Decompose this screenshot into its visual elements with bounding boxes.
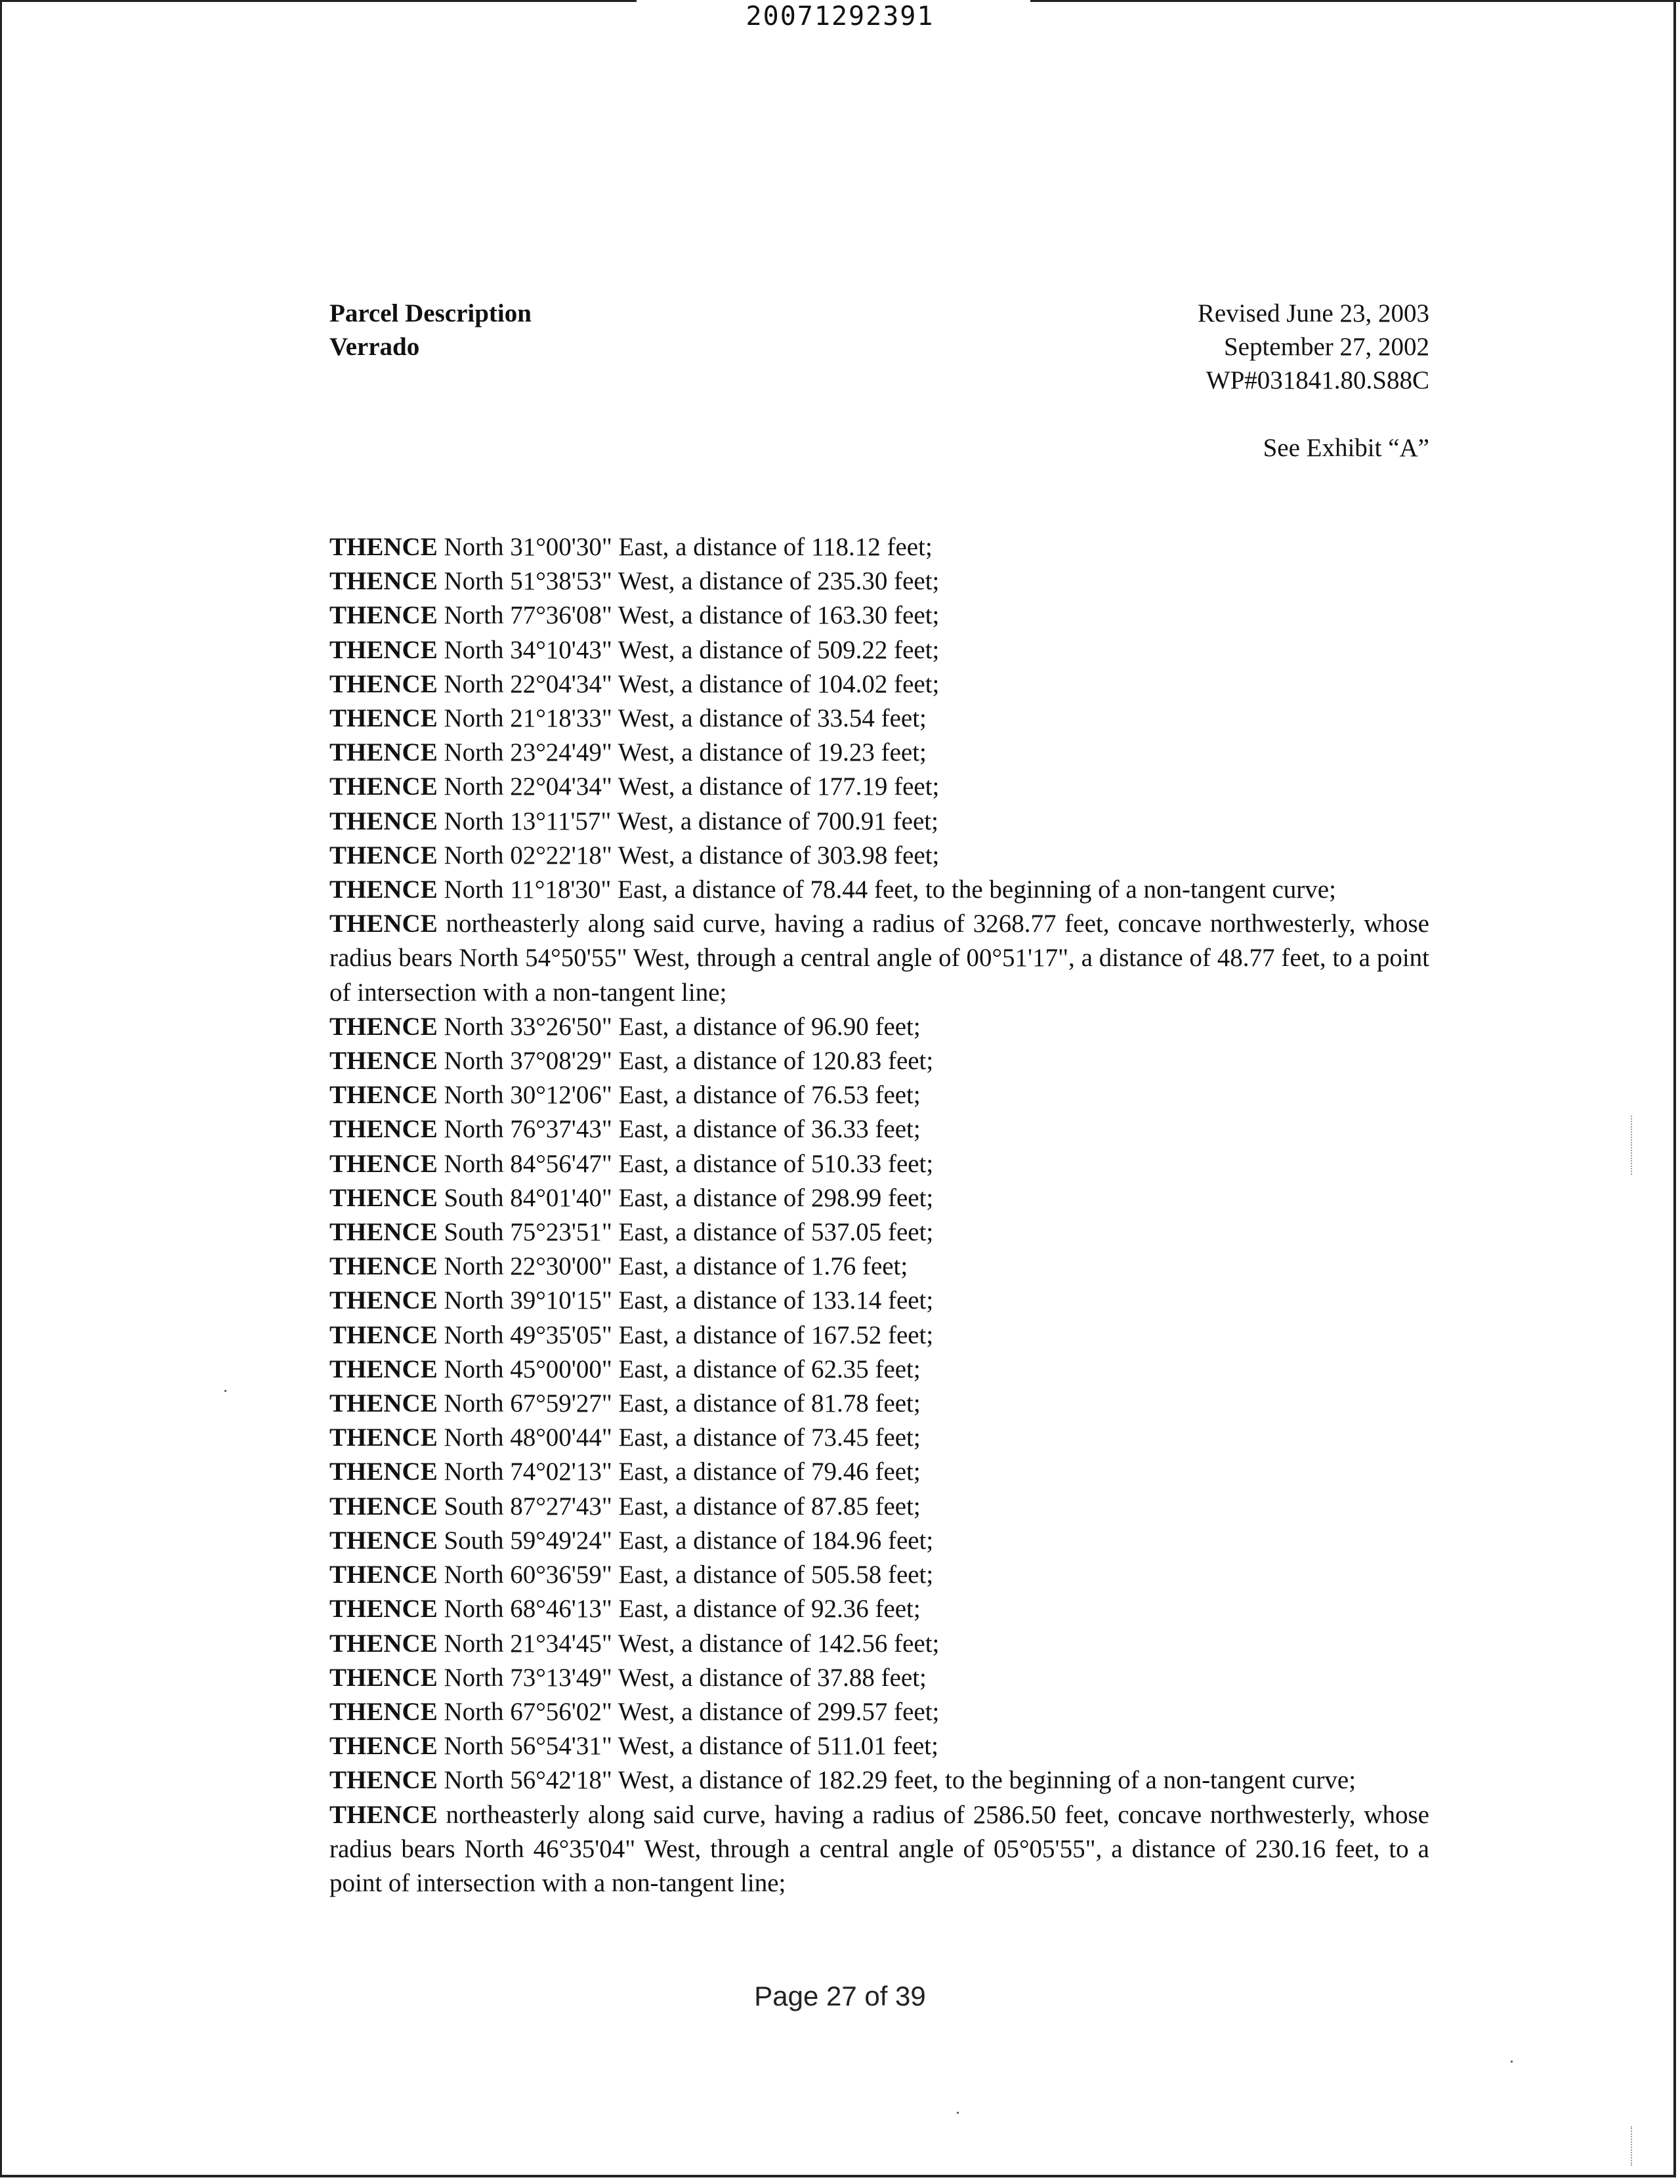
course-text: North 39°10'15" East, a distance of 133.14 feet; [437,1286,934,1315]
course-text: North 30°12'06" East, a distance of 76.53 feet; [437,1081,921,1110]
course-text: South 75°23'51" East, a distance of 537.05 feet; [437,1218,934,1247]
wp-number: WP#031841.80.S88C [1206,366,1429,394]
course-text: North 13°11'57" West, a distance of 700.91 feet; [437,807,938,835]
course-call [329,873,1429,907]
course-text: North 45°00'00" East, a distance of 62.35 feet; [437,1354,921,1383]
thence-keyword: THENCE [329,1012,438,1041]
course-call [329,1627,1429,1661]
thence-keyword: THENCE [329,1732,438,1761]
course-text: North 74°02'13" East, a distance of 79.46 feet; [437,1458,921,1486]
course-call [329,1318,1429,1353]
course-call [329,1387,1429,1421]
course-call [329,1763,1429,1797]
scan-mark [1631,2126,1633,2166]
course-text: South 87°27'43" East, a distance of 87.85 feet; [437,1492,921,1521]
legal-description-body [329,530,1429,1900]
course-text: North 67°56'02" West, a distance of 299.57 feet; [437,1697,940,1726]
course-text: North 67°59'27" East, a distance of 81.78 feet; [437,1389,921,1418]
thence-keyword: THENCE [329,601,438,630]
course-call [329,1421,1429,1455]
course-call [329,1729,1429,1763]
course-call [329,736,1429,770]
page-border-right [1673,0,1676,2177]
course-text: North 21°18'33" West, a distance of 33.54 feet; [437,704,927,733]
thence-keyword: THENCE [329,1663,438,1692]
course-call [329,667,1429,702]
thence-keyword: THENCE [329,1047,438,1076]
course-text: North 76°37'43" East, a distance of 36.33 feet; [437,1115,921,1144]
revision-block [1198,297,1429,397]
thence-keyword: THENCE [329,1697,438,1726]
scan-speck [957,2112,959,2114]
thence-keyword: THENCE [329,533,438,561]
course-text: North 68°46'13" East, a distance of 92.36 feet; [437,1595,921,1624]
course-call [329,1490,1429,1524]
course-text: North 23°24'49" West, a distance of 19.23 feet; [437,738,927,767]
thence-keyword: THENCE [329,807,438,835]
course-call [329,1010,1429,1044]
thence-keyword: THENCE [329,1115,438,1144]
course-call [329,633,1429,667]
course-call [329,1147,1429,1181]
thence-keyword: THENCE [329,1149,438,1178]
course-call [329,1798,1429,1901]
course-call [329,1524,1429,1558]
course-call [329,1558,1429,1592]
thence-keyword: THENCE [329,1286,438,1315]
thence-keyword: THENCE [329,1492,438,1521]
original-date: September 27, 2002 [1223,333,1429,361]
course-text: North 49°35'05" East, a distance of 167.52 feet; [437,1320,934,1349]
thence-keyword: THENCE [329,1252,438,1281]
course-text: South 59°49'24" East, a distance of 184.96 feet; [437,1526,934,1555]
thence-keyword: THENCE [329,1389,438,1418]
thence-keyword: THENCE [329,772,438,801]
course-text: North 34°10'43" West, a distance of 509.22 feet; [437,635,940,664]
course-call [329,1455,1429,1489]
thence-keyword: THENCE [329,841,438,870]
course-text: North 56°54'31" West, a distance of 511.01 feet; [437,1732,938,1761]
course-call [329,1250,1429,1284]
thence-keyword: THENCE [329,910,438,938]
document-title: Parcel Description [329,299,532,327]
thence-keyword: THENCE [329,1081,438,1110]
course-text: North 73°13'49" West, a distance of 37.88 feet; [437,1663,927,1692]
scan-speck [1511,2061,1513,2063]
course-call [329,598,1429,633]
course-text: North 33°26'50" East, a distance of 96.90 feet; [437,1012,921,1041]
page-border-bottom [0,2175,1676,2177]
course-text: northeasterly along said curve, having a radius of 3268.77 feet, concave northwesterly, whose radius bears North 54°50'55" West, through a central angle of 00°51'17", a distance of 48.77 feet, to a point of intersection with a non-tangent line; [329,910,1429,1007]
exhibit-reference: See Exhibit “A” [1263,434,1429,462]
course-call [329,1215,1429,1250]
course-text: North 22°30'00" East, a distance of 1.76 feet; [437,1252,908,1281]
course-call [329,907,1429,1010]
course-text: South 84°01'40" East, a distance of 298.99 feet; [437,1183,934,1212]
thence-keyword: THENCE [329,1320,438,1349]
thence-keyword: THENCE [329,669,438,698]
course-text: North 51°38'53" West, a distance of 235.30 feet; [437,567,940,596]
course-text: North 22°04'34" West, a distance of 104.02 feet; [437,669,940,698]
course-text: North 56°42'18" West, a distance of 182.29 feet, to the beginning of a non-tangent curve; [437,1766,1356,1795]
course-text: North 84°56'47" East, a distance of 510.33 feet; [437,1149,934,1178]
course-text: North 60°36'59" East, a distance of 505.58 feet; [437,1561,934,1589]
revised-date: Revised June 23, 2003 [1197,299,1429,327]
page-number: Page 27 of 39 [754,1981,926,2011]
thence-keyword: THENCE [329,875,438,904]
course-call [329,770,1429,804]
course-call [329,702,1429,736]
course-call [329,839,1429,873]
course-text: North 77°36'08" West, a distance of 163.30 feet; [437,601,940,630]
course-text: North 22°04'34" West, a distance of 177.19 feet; [437,772,940,801]
thence-keyword: THENCE [329,704,438,733]
course-text: North 37°08'29" East, a distance of 120.83 feet; [437,1047,934,1076]
course-call [329,1353,1429,1387]
course-call [329,1661,1429,1695]
course-call [329,1695,1429,1729]
scan-mark [1631,1116,1633,1175]
thence-keyword: THENCE [329,1800,438,1829]
thence-keyword: THENCE [329,1458,438,1486]
thence-keyword: THENCE [329,1766,438,1795]
document-title-block [329,297,532,364]
course-call [329,1181,1429,1215]
thence-keyword: THENCE [329,1354,438,1383]
thence-keyword: THENCE [329,1629,438,1658]
course-call [329,564,1429,598]
recording-number: 20071292391 [746,1,934,32]
course-text: northeasterly along said curve, having a radius of 2586.50 feet, concave northwesterly, whose radius bears North 46°35'04" West, through a central angle of 05°05'55", a distance of 230.16 feet, to a point of intersection with a non-tangent line; [329,1800,1429,1897]
thence-keyword: THENCE [329,1595,438,1624]
thence-keyword: THENCE [329,1423,438,1452]
thence-keyword: THENCE [329,738,438,767]
course-call [329,1284,1429,1318]
thence-keyword: THENCE [329,567,438,596]
thence-keyword: THENCE [329,1526,438,1555]
thence-keyword: THENCE [329,635,438,664]
course-call [329,1078,1429,1112]
course-text: North 48°00'44" East, a distance of 73.45 feet; [437,1423,921,1452]
course-text: North 11°18'30" East, a distance of 78.44 feet, to the beginning of a non-tangent curve; [437,875,1336,904]
course-text: North 31°00'30" East, a distance of 118.12 feet; [437,533,933,561]
course-call [329,530,1429,564]
thence-keyword: THENCE [329,1561,438,1589]
course-call [329,805,1429,839]
scan-speck [224,1390,226,1392]
course-call [329,1592,1429,1626]
course-call [329,1112,1429,1146]
thence-keyword: THENCE [329,1183,438,1212]
page-border-left [0,0,2,2177]
course-text: North 21°34'45" West, a distance of 142.56 feet; [437,1629,940,1658]
course-call [329,1044,1429,1078]
course-text: North 02°22'18" West, a distance of 303.98 feet; [437,841,940,870]
project-name: Verrado [329,333,420,361]
thence-keyword: THENCE [329,1218,438,1247]
